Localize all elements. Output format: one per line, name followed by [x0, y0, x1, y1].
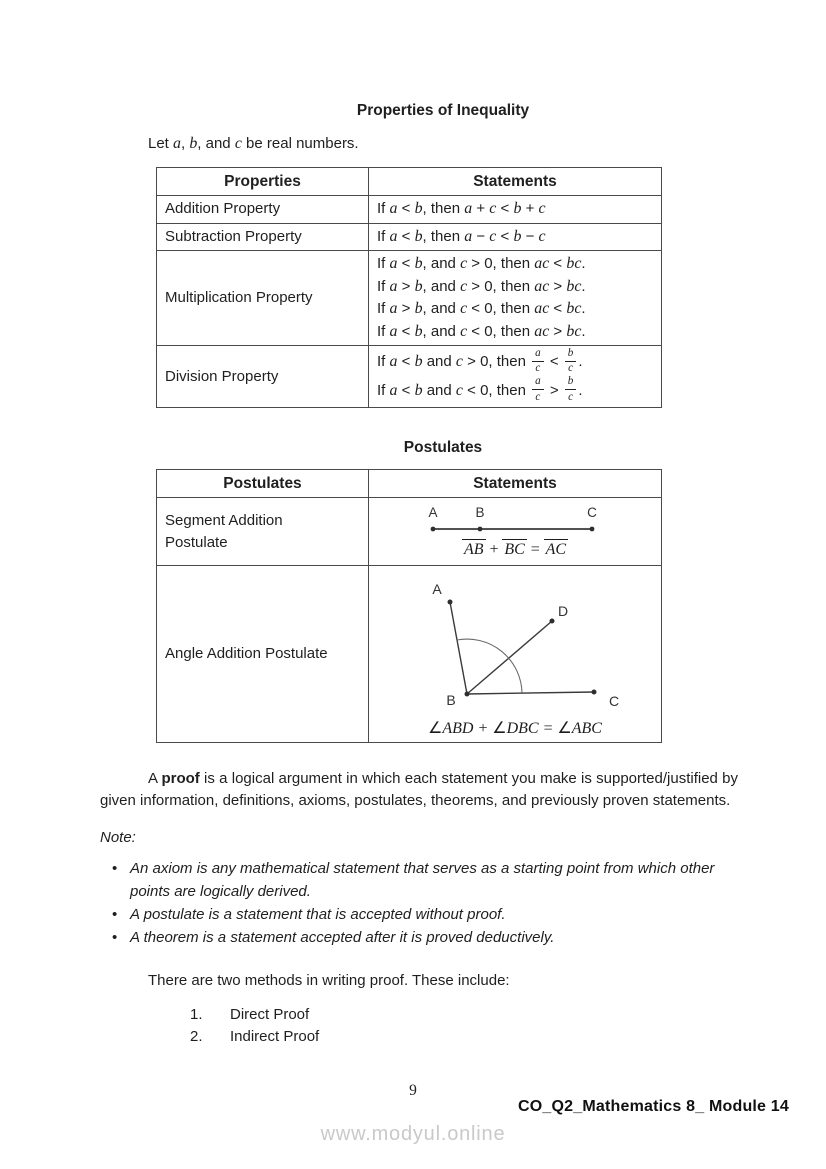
page-content [100, 0, 738, 1048]
proof-paragraph [100, 768, 738, 813]
methods-list [190, 1004, 738, 1048]
point-label-b: B [475, 504, 485, 520]
inequality-table-header-row [157, 168, 662, 196]
statement-line: If a > b, and c < 0, then ac < bc. [377, 300, 586, 317]
note-list [100, 857, 738, 949]
point-b-dot [478, 526, 483, 531]
column-header-properties: Properties [157, 168, 369, 196]
statement-line: If a < b, and c > 0, then ac < bc. [377, 255, 586, 272]
paragraph-text: is a logical argument in which each statement you make is supported/justified by given information, definitions, axioms, postulates, theorems, and previously proven statements. [100, 770, 738, 810]
table-row-multiplication [157, 251, 662, 346]
table-row-division [157, 346, 662, 408]
point-d-dot [550, 619, 555, 624]
column-header-postulates: Postulates [157, 470, 369, 498]
watermark: www.modyul.online [320, 1123, 506, 1145]
overline-term-ab: AB [463, 540, 484, 558]
point-label-a: A [428, 504, 438, 520]
table-row-addition [157, 196, 662, 224]
list-number: 2. [190, 1027, 203, 1045]
note-label: Note: [100, 828, 136, 846]
property-name: Division Property [157, 346, 369, 408]
methods-intro: There are two methods in writing proof. These include: [148, 971, 510, 989]
point-a-dot [448, 600, 453, 605]
statement-line: If a < b, then a + c < b + c [377, 200, 546, 217]
overline-term-ac: AC [545, 540, 567, 558]
statement-line: If a < b and c < 0, then $\frac{a}{c}$ > $\frac{b}{c}$ . [377, 375, 583, 403]
ray-bd [467, 621, 552, 694]
bullet-icon: • [112, 928, 118, 946]
statement-line: If a < b, and c < 0, then ac > bc. [377, 322, 586, 340]
postulates-table [156, 469, 662, 743]
statement-line: If a < b and c > 0, then $\frac{a}{c}$ < $\frac{b}{c}$ . [377, 346, 583, 375]
note-item-text: A theorem is a statement accepted after it is proved deductively. [130, 928, 555, 946]
list-number: 1. [190, 1005, 203, 1023]
column-header-statements: Statements [369, 470, 662, 498]
ray-bc [467, 692, 594, 694]
inequality-table [156, 167, 662, 408]
list-item [190, 1004, 738, 1026]
paragraph-text: A [148, 770, 162, 787]
bullet-icon: • [112, 859, 118, 877]
statement-cell [369, 223, 662, 251]
angle-diagram-cell [369, 566, 662, 743]
statement-cell [369, 196, 662, 224]
list-item [100, 926, 738, 949]
list-item [100, 903, 738, 926]
property-name: Subtraction Property [157, 223, 369, 251]
statement-cell [369, 251, 662, 346]
note-item-text: An axiom is any mathematical statement that serves as a starting point from which other points are logically derived. [130, 859, 715, 900]
statement-line: If a > b, and c > 0, then ac > bc. [377, 277, 586, 295]
heading-properties-of-inequality: Properties of Inequality [356, 102, 530, 119]
plus-operator: + [488, 540, 500, 558]
postulate-name-cell [157, 566, 369, 743]
table-row-angle-addition [157, 566, 662, 743]
statement-cell [369, 346, 662, 408]
equals-operator: = [529, 540, 541, 558]
method-label: Direct Proof [230, 1005, 310, 1023]
bullet-icon: • [112, 905, 118, 923]
note-item-text: A postulate is a statement that is accepted without proof. [130, 905, 506, 923]
angle-addition-diagram [377, 570, 669, 716]
postulate-name-cell [157, 498, 369, 566]
angle-equation: ∠ABD + ∠DBC = ∠ABC [428, 720, 602, 737]
point-label-d: D [557, 603, 569, 619]
table-row-subtraction [157, 223, 662, 251]
list-item [190, 1026, 738, 1048]
postulate-name: Segment Addition Postulate [165, 511, 283, 551]
page-number: 9 [409, 1082, 417, 1099]
table-row-segment-addition [157, 498, 662, 566]
module-code: CO_Q2_Mathematics 8_ Module 14 [518, 1098, 789, 1115]
property-name: Addition Property [157, 196, 369, 224]
ray-ba [450, 602, 467, 694]
point-b-dot [465, 692, 470, 697]
point-label-c: C [587, 504, 597, 520]
statement-line: If a < b, then a − c < b − c [377, 227, 546, 245]
method-label: Indirect Proof [230, 1027, 320, 1045]
postulates-table-header-row [157, 470, 662, 498]
list-item [100, 857, 738, 903]
postulate-name: Angle Addition Postulate [165, 645, 328, 662]
column-header-statements: Statements [369, 168, 662, 196]
point-a-dot [431, 526, 436, 531]
proof-bold-word: proof [161, 770, 200, 787]
segment-equation [377, 539, 653, 559]
point-label-a: A [432, 581, 442, 597]
segment-addition-diagram [427, 505, 603, 536]
point-c-dot [590, 526, 595, 531]
heading-postulates: Postulates [403, 439, 483, 456]
overline-term-bc: BC [504, 540, 525, 558]
angle-arc [457, 639, 522, 693]
point-c-dot [592, 690, 597, 695]
segment-diagram-cell [369, 498, 662, 566]
point-label-b: B [446, 692, 456, 708]
intro-text: Let a, b, and c be real numbers. [148, 135, 359, 152]
property-name: Multiplication Property [157, 251, 369, 346]
point-label-c: C [608, 693, 620, 709]
